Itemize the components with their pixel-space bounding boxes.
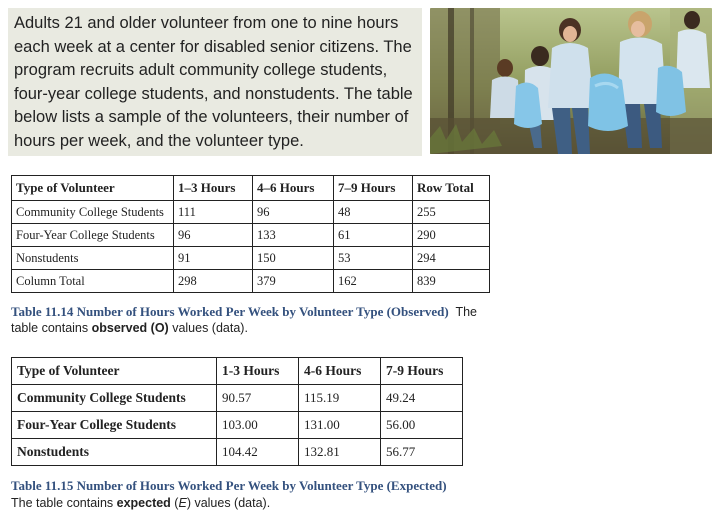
cell: 103.00 <box>217 412 299 439</box>
cell: 96 <box>174 224 253 247</box>
row-label: Four-Year College Students <box>12 412 217 439</box>
table-row <box>12 270 490 293</box>
cell: 150 <box>253 247 334 270</box>
row-label: Community College Students <box>12 201 174 224</box>
cell: 90.57 <box>217 385 299 412</box>
intro-paragraph: Adults 21 and older volunteer from one to nine hours each week at a center for disabled senior citizens. The program recruits adult community college students, four-year college students, and nonstudents. The table below lists a sample of the volunteers, their number of hours per week, and the volunteer type. <box>14 14 413 150</box>
cell: 48 <box>334 201 413 224</box>
cell: 56.00 <box>381 412 463 439</box>
row-label: Community College Students <box>12 385 217 412</box>
cell: 49.24 <box>381 385 463 412</box>
row-label: Column Total <box>12 270 174 293</box>
cell: 53 <box>334 247 413 270</box>
header-1-3: 1–3 Hours <box>174 176 253 201</box>
header-7-9: 7-9 Hours <box>381 358 463 385</box>
header-4-6: 4–6 Hours <box>253 176 334 201</box>
cell: 132.81 <box>299 439 381 466</box>
caption-label: Table 11.15 Number of Hours Worked Per Week by Volunteer Type (Expected) <box>11 478 447 493</box>
cell: 133 <box>253 224 334 247</box>
caption-bold: expected <box>116 496 171 510</box>
cell: 96 <box>253 201 334 224</box>
table-row <box>12 439 463 466</box>
cell: 379 <box>253 270 334 293</box>
table-row <box>12 201 490 224</box>
caption-italic: E <box>178 496 187 510</box>
cell: 162 <box>334 270 413 293</box>
expected-table <box>11 357 463 466</box>
cell: 111 <box>174 201 253 224</box>
caption-text-pre: The table contains <box>11 305 477 335</box>
caption-text-post: ) values (data). <box>186 496 271 510</box>
table-row <box>12 247 490 270</box>
cell: 255 <box>413 201 490 224</box>
header-4-6: 4-6 Hours <box>299 358 381 385</box>
cell: 294 <box>413 247 490 270</box>
expected-table-caption <box>11 477 451 512</box>
cell: 104.42 <box>217 439 299 466</box>
caption-text-post: values (data). <box>168 321 248 335</box>
cell: 290 <box>413 224 490 247</box>
cell: 91 <box>174 247 253 270</box>
caption-bold: observed (O) <box>91 321 169 335</box>
table-row <box>12 385 463 412</box>
observed-table-caption <box>11 304 501 336</box>
table-header-row <box>12 358 463 385</box>
table-row <box>12 224 490 247</box>
header-type: Type of Volunteer <box>12 176 174 201</box>
table-header-row <box>12 176 490 201</box>
table-row <box>12 412 463 439</box>
row-label: Nonstudents <box>12 247 174 270</box>
row-label: Nonstudents <box>12 439 217 466</box>
observed-table <box>11 175 490 293</box>
cell: 115.19 <box>299 385 381 412</box>
caption-label: Table 11.14 Number of Hours Worked Per Week by Volunteer Type (Observed) <box>11 304 449 319</box>
header-7-9: 7–9 Hours <box>334 176 413 201</box>
cell: 56.77 <box>381 439 463 466</box>
cell: 839 <box>413 270 490 293</box>
cell: 298 <box>174 270 253 293</box>
header-1-3: 1-3 Hours <box>217 358 299 385</box>
header-row-total: Row Total <box>413 176 490 201</box>
photo-illustration <box>430 8 712 154</box>
caption-text-pre: The table contains <box>11 496 117 510</box>
intro-text-box <box>8 8 422 156</box>
caption-text-mid: ( <box>170 496 179 510</box>
cell: 131.00 <box>299 412 381 439</box>
volunteers-photo <box>430 8 712 154</box>
cell: 61 <box>334 224 413 247</box>
header-type: Type of Volunteer <box>12 358 217 385</box>
row-label: Four-Year College Students <box>12 224 174 247</box>
